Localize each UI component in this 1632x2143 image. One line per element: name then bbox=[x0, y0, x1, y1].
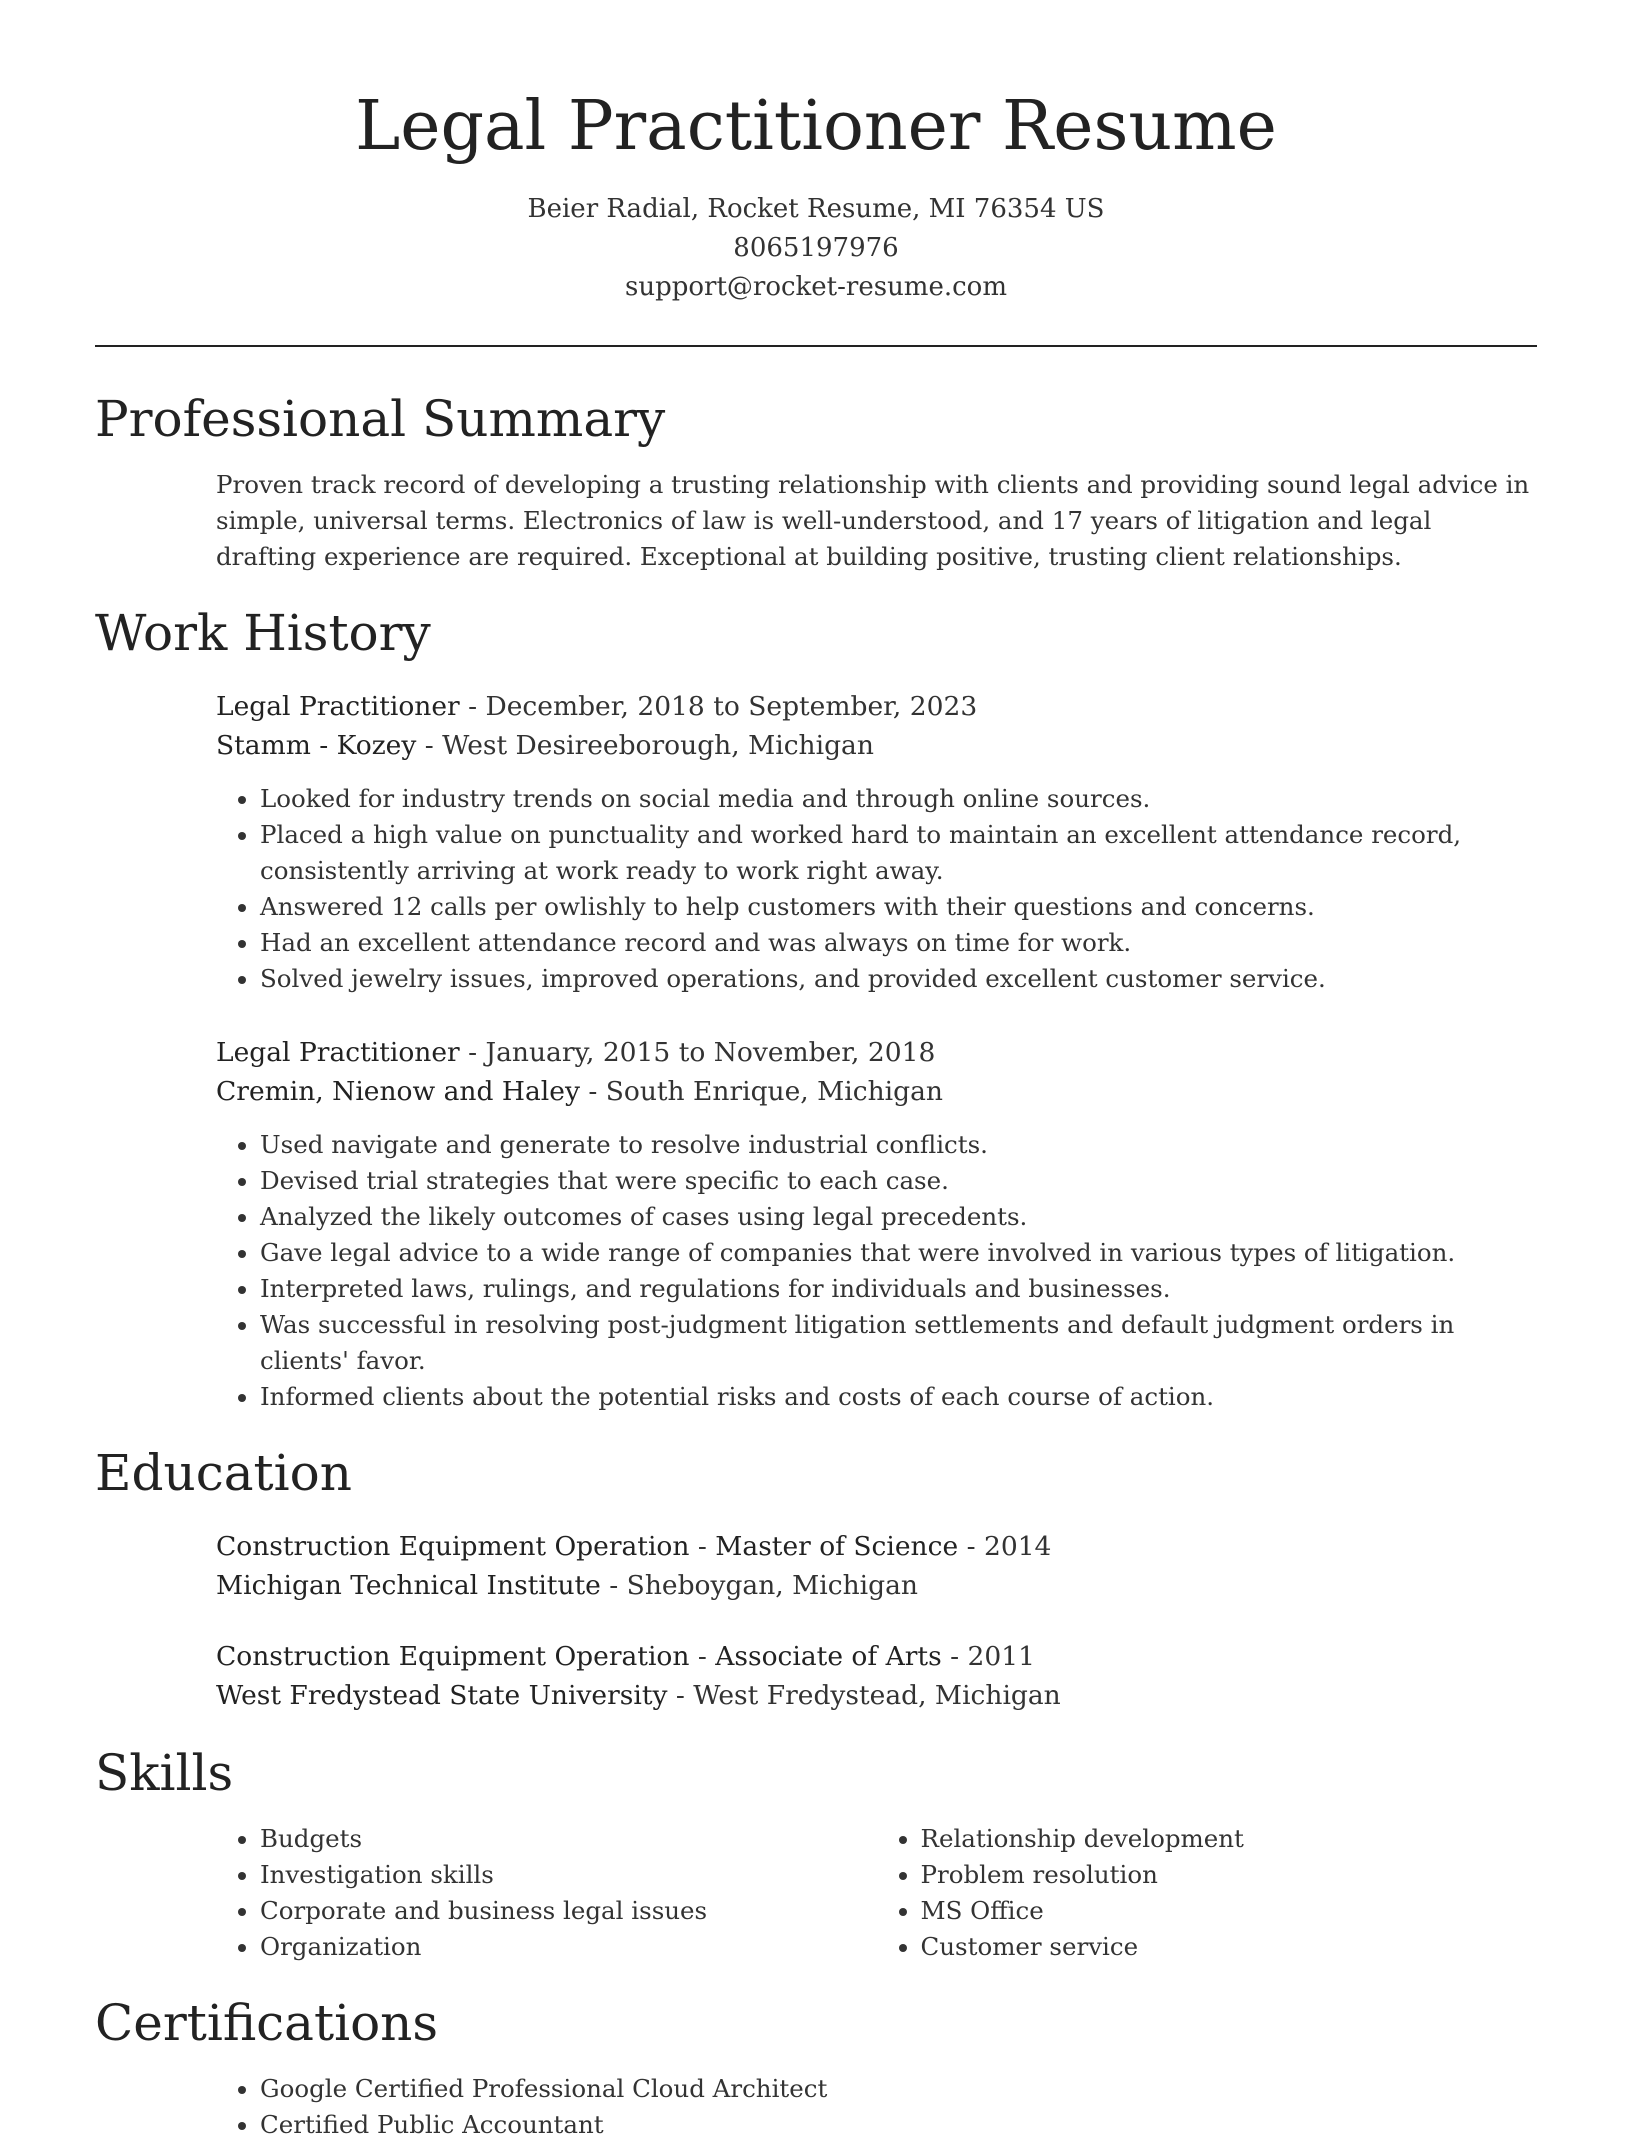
job-bullet: • Analyzed the likely outcomes of cases using legal precedents. bbox=[260, 1199, 1537, 1235]
education-degree: Associate of Arts bbox=[715, 1641, 942, 1672]
job-company-line bbox=[216, 1072, 1537, 1111]
job-bullet: • Answered 12 calls per owlishly to help customers with their questions and concerns. bbox=[260, 889, 1537, 925]
job-bullet: • Gave legal advice to a wide range of companies that were involved in various types of litigation. bbox=[260, 1235, 1537, 1271]
education-school-line bbox=[216, 1676, 1537, 1715]
education-school: Michigan Technical Institute bbox=[216, 1570, 601, 1601]
skill-item: • Budgets bbox=[260, 1821, 877, 1857]
work-history-heading: Work History bbox=[95, 604, 431, 662]
education-location: - West Fredystead, Michigan bbox=[667, 1680, 1061, 1711]
education-degree-line: Construction Equipment Operation - Master of Science - 2014 bbox=[216, 1531, 1052, 1562]
job-title-line bbox=[216, 687, 1537, 726]
education-heading: Education bbox=[95, 1444, 352, 1502]
education-field: Construction Equipment Operation bbox=[216, 1641, 690, 1672]
skill-item: • Corporate and business legal issues bbox=[260, 1893, 877, 1929]
job-bullet: • Devised trial strategies that were specific to each case. bbox=[260, 1163, 1537, 1199]
certification-item: • Google Certified Professional Cloud Architect bbox=[260, 2071, 1537, 2107]
skill-item: • Investigation skills bbox=[260, 1857, 877, 1893]
job-bullets bbox=[216, 781, 1537, 997]
job-title-line bbox=[216, 1033, 1537, 1072]
job-location: - South Enrique, Michigan bbox=[579, 1076, 943, 1107]
contact-address: Beier Radial, Rocket Resume, MI 76354 US bbox=[527, 194, 1105, 224]
work-history-section bbox=[95, 687, 1537, 1415]
education-year: 2011 bbox=[967, 1641, 1035, 1672]
education-section bbox=[95, 1527, 1537, 1715]
job-company-line bbox=[216, 726, 1537, 765]
certifications-section bbox=[95, 2071, 1537, 2143]
education-school-line bbox=[216, 1566, 1537, 1605]
certification-item: • Certified Public Accountant bbox=[260, 2107, 1537, 2143]
contact-phone: 8065197976 bbox=[733, 233, 899, 263]
skills-column-right bbox=[877, 1821, 1538, 1965]
header-divider bbox=[95, 345, 1537, 347]
job-title: Legal Practitioner bbox=[216, 691, 460, 722]
contact-email: support@rocket-resume.com bbox=[624, 272, 1007, 302]
education-school: West Fredystead State University bbox=[216, 1680, 668, 1711]
job-bullet: • Used navigate and generate to resolve industrial conflicts. bbox=[260, 1127, 1537, 1163]
education-year: 2014 bbox=[983, 1531, 1052, 1562]
job-bullet: • Solved jewelry issues, improved operations, and provided excellent customer service. bbox=[260, 961, 1537, 997]
job-bullet: • Informed clients about the potential risks and costs of each course of action. bbox=[260, 1379, 1537, 1415]
job-location: - West Desireeborough, Michigan bbox=[416, 730, 874, 761]
resume-title: Legal Practitioner Resume bbox=[355, 87, 1277, 166]
job-bullet: • Looked for industry trends on social media and through online sources. bbox=[260, 781, 1537, 817]
skills-heading: Skills bbox=[95, 1744, 234, 1802]
job-company: Cremin, Nienow and Haley bbox=[216, 1076, 580, 1107]
skills-section bbox=[95, 1821, 1537, 1965]
skill-item: • Relationship development bbox=[921, 1821, 1538, 1857]
skills-column-left bbox=[216, 1821, 877, 1965]
job-entry bbox=[216, 1033, 1537, 1415]
job-entry bbox=[216, 687, 1537, 997]
contact-block bbox=[95, 190, 1537, 307]
education-field: Construction Equipment Operation bbox=[216, 1531, 690, 1562]
education-entry bbox=[216, 1637, 1537, 1715]
certifications-heading: Certifications bbox=[95, 1994, 439, 2052]
education-location: - Sheboygan, Michigan bbox=[600, 1570, 918, 1601]
education-degree: Master of Science bbox=[715, 1531, 959, 1562]
summary-heading: Professional Summary bbox=[95, 390, 666, 448]
job-bullet: • Interpreted laws, rulings, and regulations for individuals and businesses. bbox=[260, 1271, 1537, 1307]
skill-item: • MS Office bbox=[921, 1893, 1538, 1929]
job-company: Stamm - Kozey bbox=[216, 730, 417, 761]
skill-item: • Organization bbox=[260, 1929, 877, 1965]
summary-section bbox=[95, 467, 1537, 575]
job-title: Legal Practitioner bbox=[216, 1037, 460, 1068]
education-degree-line: Construction Equipment Operation - Associate of Arts - 2011 bbox=[216, 1641, 1035, 1672]
job-bullet: • Was successful in resolving post-judgment litigation settlements and default judgment orders in clients' favor. bbox=[260, 1307, 1537, 1379]
certification-list bbox=[216, 2071, 1537, 2143]
job-dates: - December, 2018 to September, 2023 bbox=[459, 691, 978, 722]
education-entry bbox=[216, 1527, 1537, 1605]
skill-item: • Customer service bbox=[921, 1929, 1538, 1965]
job-dates: - January, 2015 to November, 2018 bbox=[459, 1037, 936, 1068]
skills-grid bbox=[216, 1821, 1537, 1965]
job-bullet: • Placed a high value on punctuality and worked hard to maintain an excellent attendance record, consistently arriving at work ready to work right away. bbox=[260, 817, 1537, 889]
job-bullets bbox=[216, 1127, 1537, 1415]
job-bullet: • Had an excellent attendance record and was always on time for work. bbox=[260, 925, 1537, 961]
summary-text: Proven track record of developing a trusting relationship with clients and providing sound legal advice in simple, universal terms. Electronics of law is well-understood, and 17 years of litigation and legal drafting experience are required. Exceptional at building positive, trusting client relationships. bbox=[216, 470, 1530, 571]
skill-item: • Problem resolution bbox=[921, 1857, 1538, 1893]
